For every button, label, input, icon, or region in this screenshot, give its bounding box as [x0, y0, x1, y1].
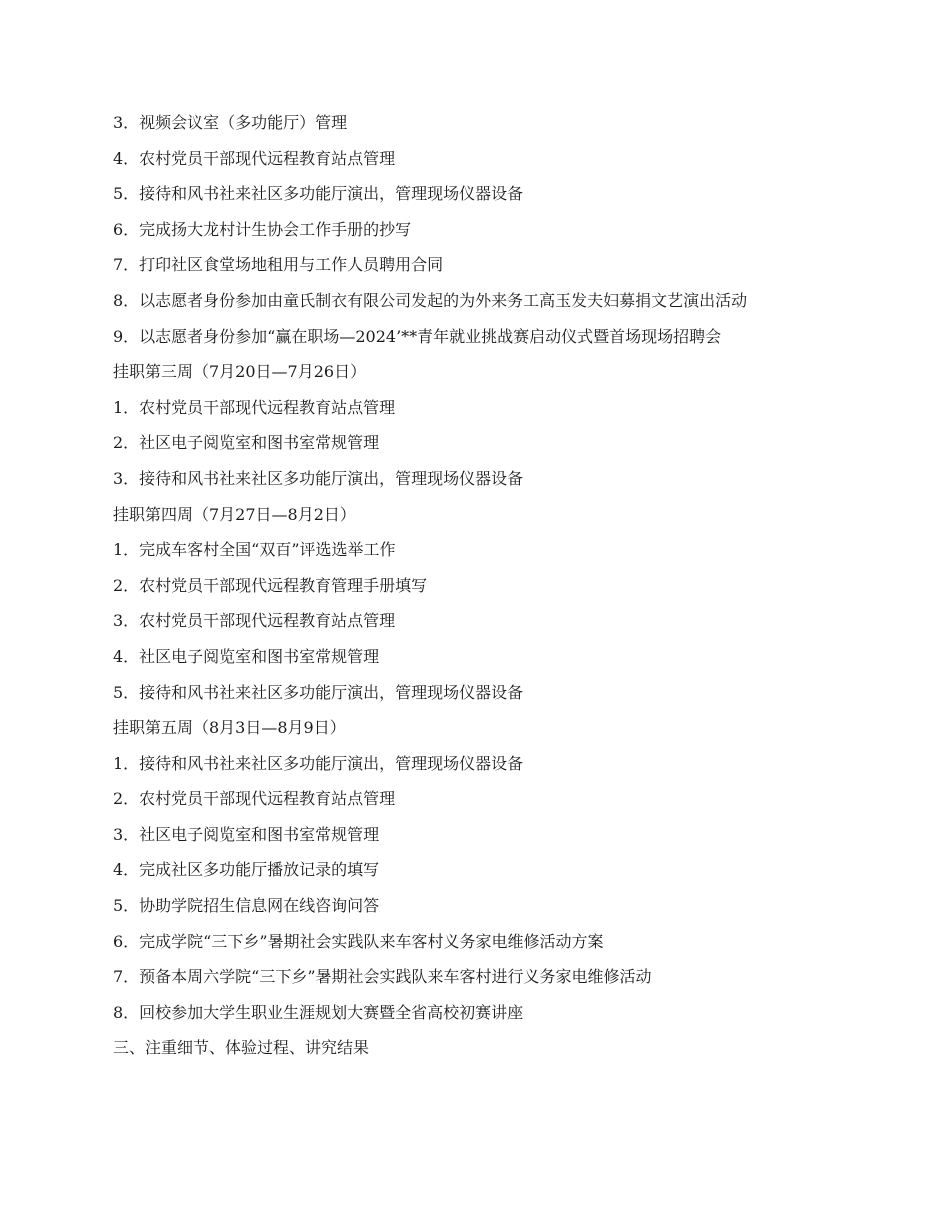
list-item: 3．社区电子阅览室和图书室常规管理 — [113, 824, 380, 844]
list-item: 4．社区电子阅览室和图书室常规管理 — [113, 646, 380, 666]
list-item: 1．农村党员干部现代远程教育站点管理 — [113, 397, 396, 417]
section-heading: 三、注重细节、体验过程、讲究结果 — [113, 1038, 370, 1058]
list-item: 3．农村党员干部现代远程教育站点管理 — [113, 611, 396, 631]
list-item: 7．预备本周六学院“三下乡”暑期社会实践队来车客村进行义务家电维修活动 — [113, 967, 652, 987]
list-item: 4．农村党员干部现代远程教育站点管理 — [113, 148, 396, 168]
section-heading: 挂职第五周（8月3日—8月9日） — [113, 718, 346, 738]
section-heading: 挂职第四周（7月27日—8月2日） — [113, 504, 356, 524]
list-item: 6．完成扬大龙村计生协会工作手册的抄写 — [113, 219, 412, 239]
list-item: 7．打印社区食堂场地租用与工作人员聘用合同 — [113, 255, 444, 275]
list-item: 6．完成学院“三下乡”暑期社会实践队来车客村义务家电维修活动方案 — [113, 931, 604, 951]
list-item: 2．社区电子阅览室和图书室常规管理 — [113, 433, 380, 453]
list-item: 3．视频会议室（多功能厅）管理 — [113, 113, 348, 132]
list-item: 8．以志愿者身份参加由童氏制衣有限公司发起的为外来务工高玉发夫妇募捐文艺演出活动 — [113, 290, 748, 310]
list-item: 8．回校参加大学生职业生涯规划大赛暨全省高校初赛讲座 — [113, 1002, 524, 1022]
list-item: 2．农村党员干部现代远程教育管理手册填写 — [113, 575, 428, 595]
list-item: 4．完成社区多功能厅播放记录的填写 — [113, 860, 380, 880]
list-item: 5．接待和风书社来社区多功能厅演出，管理现场仪器设备 — [113, 682, 524, 702]
list-item: 9．以志愿者身份参加“赢在职场—2024’**青年就业挑战赛启动仪式暨首场现场招聘会 — [113, 326, 722, 346]
list-item: 5．协助学院招生信息网在线咨询问答 — [113, 896, 380, 916]
list-item: 1．接待和风书社来社区多功能厅演出，管理现场仪器设备 — [113, 753, 524, 773]
list-item: 2．农村党员干部现代远程教育站点管理 — [113, 789, 396, 809]
list-item: 1．完成车客村全国“双百”评选选举工作 — [113, 540, 396, 560]
document-page — [113, 111, 843, 1072]
list-item: 5．接待和风书社来社区多功能厅演出，管理现场仪器设备 — [113, 184, 524, 204]
list-item: 3．接待和风书社来社区多功能厅演出，管理现场仪器设备 — [113, 468, 524, 488]
section-heading: 挂职第三周（7月20日—7月26日） — [113, 362, 367, 382]
